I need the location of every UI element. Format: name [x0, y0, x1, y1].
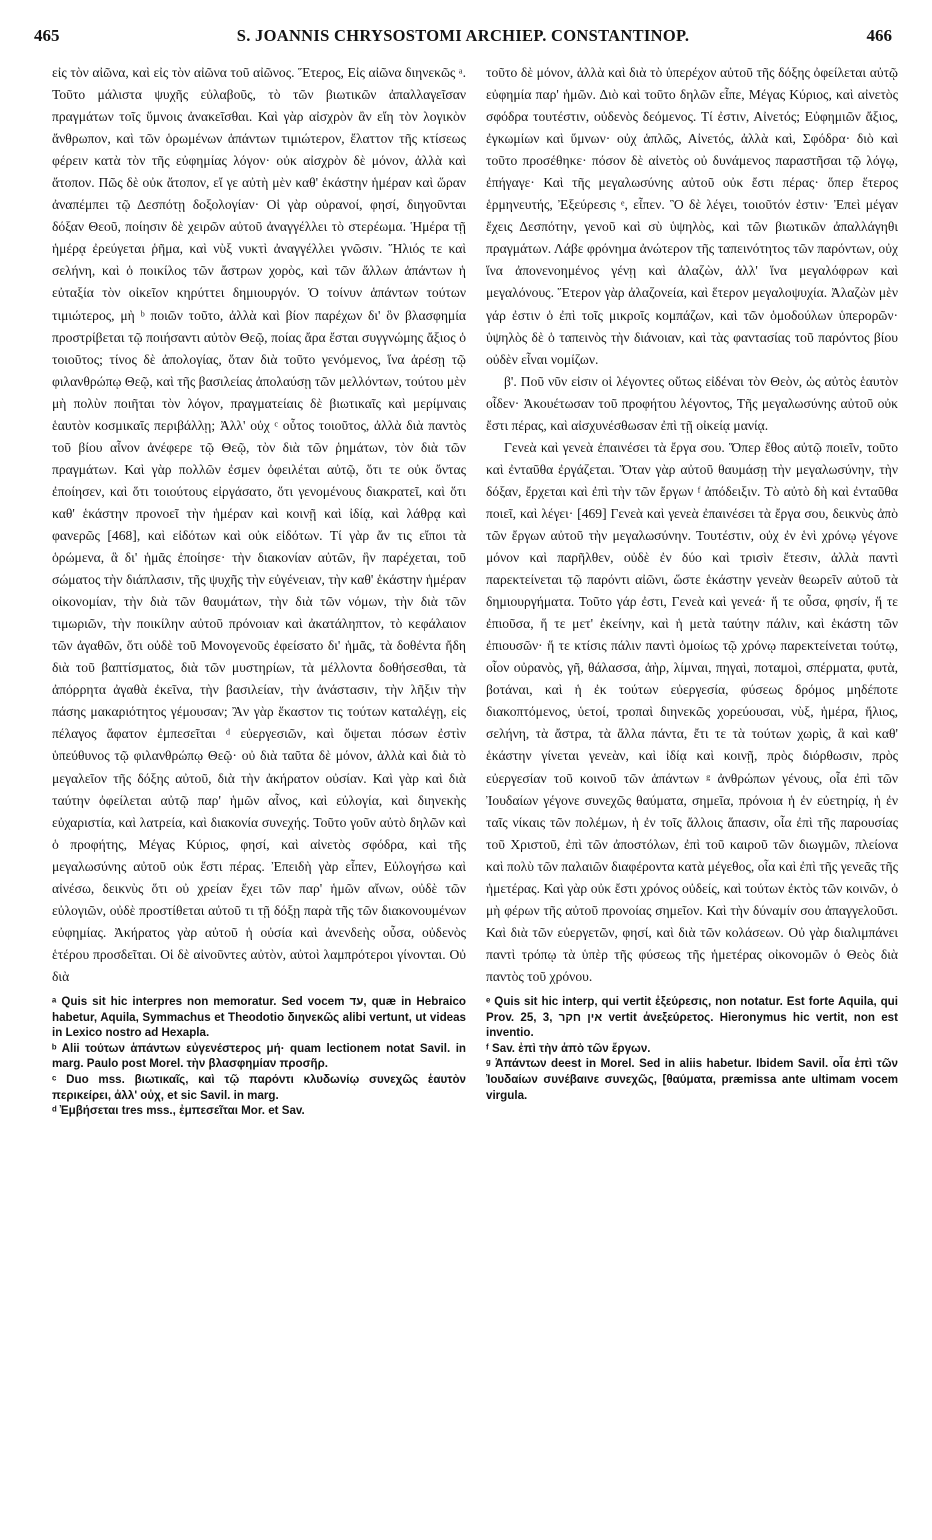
footnote-a: ᵃ Quis sit hic interpres non memoratur. Sed vocem עד, quæ in Hebraico habetur, Aquila, Symmachus et Theodotio διηνεκῶς alibi vertunt, ut videas in Lexico nostro ad Hexapla.	[52, 994, 466, 1040]
body-paragraph: Γενεὰ καὶ γενεὰ ἐπαινέσει τὰ ἔργα σου. Ὅπερ ἔθος αὐτῷ ποιεῖν, τοῦτο καὶ ἐνταῦθα ἐργάζεται. Ὅταν γὰρ αὐτοῦ θαυμάσῃ τὴν μεγαλωσύνην, τὴν δόξαν, ἔρχεται καὶ ἐπὶ τὴν τῶν ἔργων ᶠ ἀπόδειξιν. Τὸ αὐτὸ δὴ καὶ ἐνταῦθα ποιεῖ, καὶ λέγει· [469] Γενεὰ καὶ γενεὰ ἐπαινέσει τὰ ἔργα σου, δεικνὺς ἀπὸ τῶν ἔργων αὐτοῦ τὴν μεγαλωσύνην. Τουτέστιν, οὐχ ἐν ἑνὶ χρόνῳ γέγονε μόνον καὶ παρῆλθεν, οὐδὲ ἐν δύο καὶ τρισὶν ἔτεσιν, ἀλλὰ παντὶ παρεκτείνεται τῷ παρόντι αἰῶνι, ὥστε ἑκάστην γενεὰν θεωρεῖν αὐτοῦ τὰ δημιουργήματα. Τοῦτο γάρ ἐστι, Γενεὰ καὶ γενεά· ἥ τε οὖσα, φησίν, ἥ τε ἐπιοῦσα, ἥ τε μετ' ἐκείνην, καὶ ἡ μετὰ ταύτην πάλιν, καὶ ἑκάστη τῶν ἐπιουσῶν· ἥ τε κτίσις πάλιν παντὶ ὁμοίως τῷ χρόνῳ παρεκτείνεται τούτῳ, οἷον οὐρανὸς, γῆ, θάλασσα, ἀὴρ, λίμναι, πηγαὶ, ποταμοὶ, σπέρματα, φυτὰ, βοτάναι, καὶ ἡ ἐκ τούτων εὐεργεσία, φύσεως δρόμος μηδέποτε διακοπτόμενος, ὑετοί, τροπαὶ διηνεκῶς χορεύουσαι, νὺξ, ἡμέρα, ἥλιος, σελήνη, τὰ ἄστρα, τὰ ἄλλα πάντα, ἔτι τε τὰ τούτων χωρὶς, ἃ καὶ καθ' ἑκάστην γίνεται γενεὰν, καὶ ἰδίᾳ καὶ κοινῇ, πρὸς διόρθωσιν, πρὸς εὐεργεσίαν τοῦ κοινοῦ τῶν ἁπάντων ᵍ ἀνθρώπων γένους, οἷα ἐπὶ τῶν Ἰουδαίων γέγονε συνεχῶς θαύματα, σημεῖα, πρόνοια ἡ ἐν εὐετηρίᾳ, ἡ ἐν ταῖς νίκαις τῶν πολέμων, ἡ ἐν τοῖς ἄλλοις ἅπασιν, οἷα ἐπὶ τῆς παρουσίας τοῦ Χριστοῦ, ἐπὶ τῶν ἀποστόλων, ἐπὶ τοῦ καιροῦ τῶν διωγμῶν, πλείονα καὶ πολὺ τῶν παλαιῶν διαφέροντα κατὰ μέγεθος, οἷα καὶ ἐπὶ τῆς γενεᾶς τῆς ἡμετέρας. Καὶ γὰρ οὐκ ἔστι χρόνος οὐδείς, καὶ τούτων ἐκτὸς τῶν κοινῶν, ὁ μὴ φέρων τῆς αὐτοῦ προνοίας σημεῖον. Καὶ τὴν δύναμίν σου ἀπαγγελοῦσι. Καὶ διὰ τῶν εὐεργετῶν, φησί, καὶ διὰ τῶν κολάσεων. Οὐ γὰρ διαλιμπάνει παντὶ τρόπῳ τὰ ὑπὲρ τῆς φύσεως τῆς ἡμετέρας οἰκονομῶν ὁ Θεὸς διὰ παντὸς τοῦ χρόνου.	[486, 439, 898, 984]
section-paragraph-beta: β'. Ποῦ νῦν εἰσιν οἱ λέγοντες οὕτως εἰδέναι τὸν Θεὸν, ὡς αὐτὸς ἑαυτὸν οἶδεν· Ἀκουέτωσαν τοῦ προφήτου λέγοντος, Τῆς μεγαλωσύνης αὐτοῦ οὐκ ἔστι πέρας, καὶ αἰσχυνέσθωσαν ἐπὶ τῇ οἰκείᾳ μανίᾳ.	[486, 373, 898, 433]
right-column	[486, 62, 898, 1103]
footnote-b: ᵇ Alii τούτων ἁπάντων εὐγενέστερος μή· quam lectionem notat Savil. in marg. Paulo post Morel. τὴν βλασφημίαν προσῆρ.	[52, 1041, 466, 1071]
footnote-d: ᵈ Ἐμβήσεται tres mss., ἐμπεσεῖται Mor. et Sav.	[52, 1104, 305, 1118]
page-number-right: 466	[866, 26, 892, 45]
footnote-f: ᶠ Sav. ἐπὶ τὴν ἀπὸ τῶν ἔργων.	[486, 1041, 651, 1055]
running-title: S. JOANNIS CHRYSOSTOMI ARCHIEP. CONSTANTINOP.	[236, 26, 690, 45]
page-number-left: 465	[34, 26, 60, 45]
left-column	[52, 62, 466, 1119]
footnote-e: ᵉ Quis sit hic interp, qui vertit ἐξεύρεσις, non notatur. Est forte Aquila, qui Prov. 25, 3, אין חקר vertit ἀνεξεύρετος. Hieronymus hic vertit, non est inventio.	[486, 994, 898, 1040]
running-head	[34, 26, 892, 56]
footnote-g: ᵍ Ἁπάντων deest in Morel. Sed in aliis habetur. Ibidem Savil. οἷα ἐπὶ τῶν Ἰουδαίων συνέβαινε συνεχῶς, [θαύματα, præmissa ante ultimam vocem virgula.	[486, 1057, 898, 1102]
body-paragraph: τοῦτο δὲ μόνον, ἀλλὰ καὶ διὰ τὸ ὑπερέχον αὐτοῦ τῆς δόξης ὀφείλεται αὐτῷ εὐφημία παρ' ἡμῶν. Διὸ καὶ τοῦτο δηλῶν εἶπε, Μέγας Κύριος, καὶ αἰνετὸς σφόδρα τουτέστιν, οὐδενὸς δεόμενος. Τί ἐστιν, Αἰνετός; Εὐφημιῶν ἄξιος, ἐγκωμίων καὶ ὕμνων· οὐχ ἁπλῶς, Αἰνετός, ἀλλὰ καὶ, Σφόδρα· διὸ καὶ τοῦτο προσέθηκε· πόσον δὲ αἰνετὸς οὐ δυνάμενος παραστῆσαι τῷ λόγῳ, ἐπήγαγε· Καὶ τῆς μεγαλωσύνης αὐτοῦ οὐκ ἔστι πέρας· ὅπερ ἕτερος ἑρμηνευτής, Ἐξεύρεσις ᵉ, εἶπεν. Ὃ δὲ λέγει, τοιοῦτόν ἐστιν· Ἐπεὶ μέγαν ἔχεις Δεσπότην, γενοῦ καὶ σὺ ὑψηλὸς, καὶ τῶν βιωτικῶν ἀπαλλάγηθι πραγμάτων. Λάβε φρόνημα ἀνώτερον τῆς ταπεινότητος τῶν παρόντων, οὐχ ἵνα ἀπονενοημένος γένῃ καὶ ἀλαζὼν, ἀλλ' ἵνα μεγαλόφρων καὶ μεγαλόνους. Ἕτερον γὰρ ἀλαζονεία, καὶ ἕτερον μεγαλοψυχία. Ἀλαζὼν μὲν γάρ ἐστιν ὁ ἐπὶ τοῖς μικροῖς κομπάζων, καὶ τῶν ὁμοδούλων ὑπερορῶν· ὑψηλὸς δὲ ὁ ταπεινὸς τὴν διάνοιαν, καὶ τὰς φαντασίας τοῦ παρόντος βίου οὐδὲν εἶναι νομίζων.	[486, 65, 898, 367]
body-paragraph: εἰς τὸν αἰῶνα, καὶ εἰς τὸν αἰῶνα τοῦ αἰῶνος. Ἕτερος, Εἰς αἰῶνα διηνεκῶς ᵃ. Τοῦτο μάλιστα ψυχῆς εὐλαβοῦς, τὸ τῶν βιωτικῶν ἀπαλλαγεῖσαν πραγμάτων τοῖς ὕμνοις ἀνακεῖσθαι. Καὶ γὰρ αἰσχρὸν ἂν εἴη τὸν λογικὸν ἄνθρωπον, καὶ τῶν ὁρωμένων ἁπάντων τιμιώτερον, ἔλαττον τῆς κτίσεως φέρειν κατὰ τὸν τῆς εὐφημίας λόγον· οὐκ αἰσχρὸν δὲ μόνον, ἀλλὰ καὶ ἄτοπον. Πῶς δὲ οὐκ ἄτοπον, εἴ γε αὐτὴ μὲν καθ' ἑκάστην ἡμέραν καὶ ὥραν ἀναπέμπει τῷ Δεσπότῃ δοξολογίαν· Οἱ γὰρ οὐρανοί, φησί, διηγοῦνται δόξαν Θεοῦ, ποίησιν δὲ χειρῶν αὐτοῦ ἀναγγέλλει τὸ στερέωμα. Ἡμέρα τῇ ἡμέρᾳ ἐρεύγεται ῥῆμα, καὶ νὺξ νυκτὶ ἀναγγέλλει γνῶσιν. Ἥλιός τε καὶ σελήνη, καὶ ὁ ποικίλος τῶν ἄστρων χορὸς, καὶ τῶν ἄλλων ἁπάντων ἡ εὐταξία τὸν οἰκεῖον κηρύττει δημιουργόν. Ὁ τοίνυν ἁπάντων τούτων τιμιώτερος, μὴ ᵇ ποιῶν τοῦτο, ἀλλὰ καὶ βίον παρέχων δι' ὃν βλασφημία προστρίβεται τῷ ποιήσαντι αὐτὸν Θεῷ, ποίας ἄρα ἔσται συγγνώμης ἄξιος ὁ τοιοῦτος; τίνος δὲ ἀπολογίας, ὅταν διὰ τοῦτο γενόμενος, ἵνα ἀρέσῃ τῷ φιλανθρώπῳ Θεῷ, καὶ τῆς βασιλείας ἀπολαύσῃ τῶν μελλόντων, τούτου μὲν μὴ πολὺν ποιῆται τὸν λόγον, πραγματείαις δὲ βιωτικαῖς καὶ μερίμναις ἑαυτὸν κοσμικαῖς περιβάλλῃ; Ἀλλ' οὐχ ᶜ οὗτος τοιοῦτος, ἀλλὰ διὰ παντὸς τοῦ βίου αἶνον ἀνέφερε τῷ Θεῷ, τὸν διὰ τῶν ῥημάτων, τὸν διὰ τῶν πραγμάτων. Καὶ γὰρ πολλῶν ἐσμεν ὀφειλέται αὐτῷ, ὅτι τε οὐκ ὄντας ἐποίησεν, καὶ ὅτι τοιούτους εἰργάσατο, ὅτι γενομένους διακρατεῖ, καὶ ὅτι καθ' ἑκάστην προνοεῖ τὴν ἡμέραν καὶ κοινῇ καὶ ἰδίᾳ, καὶ λάθρᾳ καὶ φανερῶς [468], καὶ εἰδότων καὶ οὐκ εἰδότων. Τί γὰρ ἄν τις εἴποι τὰ ὁρώμενα, ἃ δι' ἡμᾶς ἐποίησε· τὴν διακονίαν αὐτῶν, ἣν παρέχεται, τοῦ σώματος τὴν διάπλασιν, τῆς ψυχῆς τὴν εὐγένειαν, τὴν καθ' ἑκάστην ἡμέραν οἰκονομίαν, τὴν διὰ τῶν θαυμάτων, τὴν διὰ τῶν νόμων, τὴν διὰ τῶν τιμωριῶν, τὴν ποικίλην αὐτοῦ πρόνοιαν καὶ ἀκατάληπτον, τὸ κεφάλαιον τῶν ἀγαθῶν, ὅτι οὐδὲ τοῦ Μονογενοῦς ἐφείσατο δι' ἡμᾶς, τὰ δοθέντα ἤδη διὰ τοῦ βαπτίσματος, διὰ τῶν μυστηρίων, τὰ μέλλοντα δοθήσεσθαι, τὰ ἀπόρρητα ἀγαθὰ ἐκεῖνα, τὴν βασιλείαν, τὴν ἀνάστασιν, τὴν λῆξιν τὴν πάσης μακαριότητος γέμουσαν; Ἂν γὰρ ἕκαστον τις τούτων καταλέγῃ, εἰς πέλαγος ἄφατον ἐμπεσεῖται ᵈ εὐεργεσιῶν, καὶ ὄψεται πόσων ἐστὶν ὑπεύθυνος τῷ φιλανθρώπῳ Θεῷ· οὐ διὰ ταῦτα δὲ μόνον, ἀλλὰ καὶ διὰ τὸ μεγαλεῖον τῆς δόξης αὐτοῦ, διὰ τὴν ἀκήρατον οὐσίαν. Καὶ γὰρ καὶ διὰ ταύτην ὀφείλεται αὐτῷ παρ' ἡμῶν αἶνος, καὶ εὐλογία, καὶ διηνεκὴς εὐχαριστία, καὶ λατρεία, καὶ διακονία συνεχής. Τοῦτο γοῦν αὐτὸ δηλῶν καὶ ὁ προφήτης, Μέγας Κύριος, φησί, καὶ αἰνετὸς σφόδρα, καὶ τῆς μεγαλωσύνης αὐτοῦ οὐκ ἔστι πέρας. Ἐπειδὴ γὰρ εἶπεν, Εὐλογήσω καὶ αἰνέσω, δεικνὺς ὅτι οὐ χρείαν ἔχει τῶν παρ' ἡμῶν αἴνων, οὐδὲ τῶν εὐλογιῶν, οὐδὲ προστίθεται αὐτοῦ τι τῇ δόξῃ παρὰ τῆς τῶν διακονουμένων εὐφημίας. Ἀκήρατος γὰρ αὐτοῦ ἡ οὐσία καὶ ἀνενδεὴς οὖσα, οὐδενὸς ἑτέρου προσδεῖται. Οἱ δὲ αἰνοῦντες αὐτὸν, αὐτοὶ λαμπρότεροι γίνονται. Οὐ διὰ	[52, 65, 466, 984]
footnote-c: ᶜ Duo mss. βιωτικαῖς, καὶ τῷ παρόντι κλυδωνίῳ συνεχῶς ἑαυτὸν περικείρει, ἀλλ' οὐχ, et sic Savil. in marg.	[52, 1072, 466, 1102]
